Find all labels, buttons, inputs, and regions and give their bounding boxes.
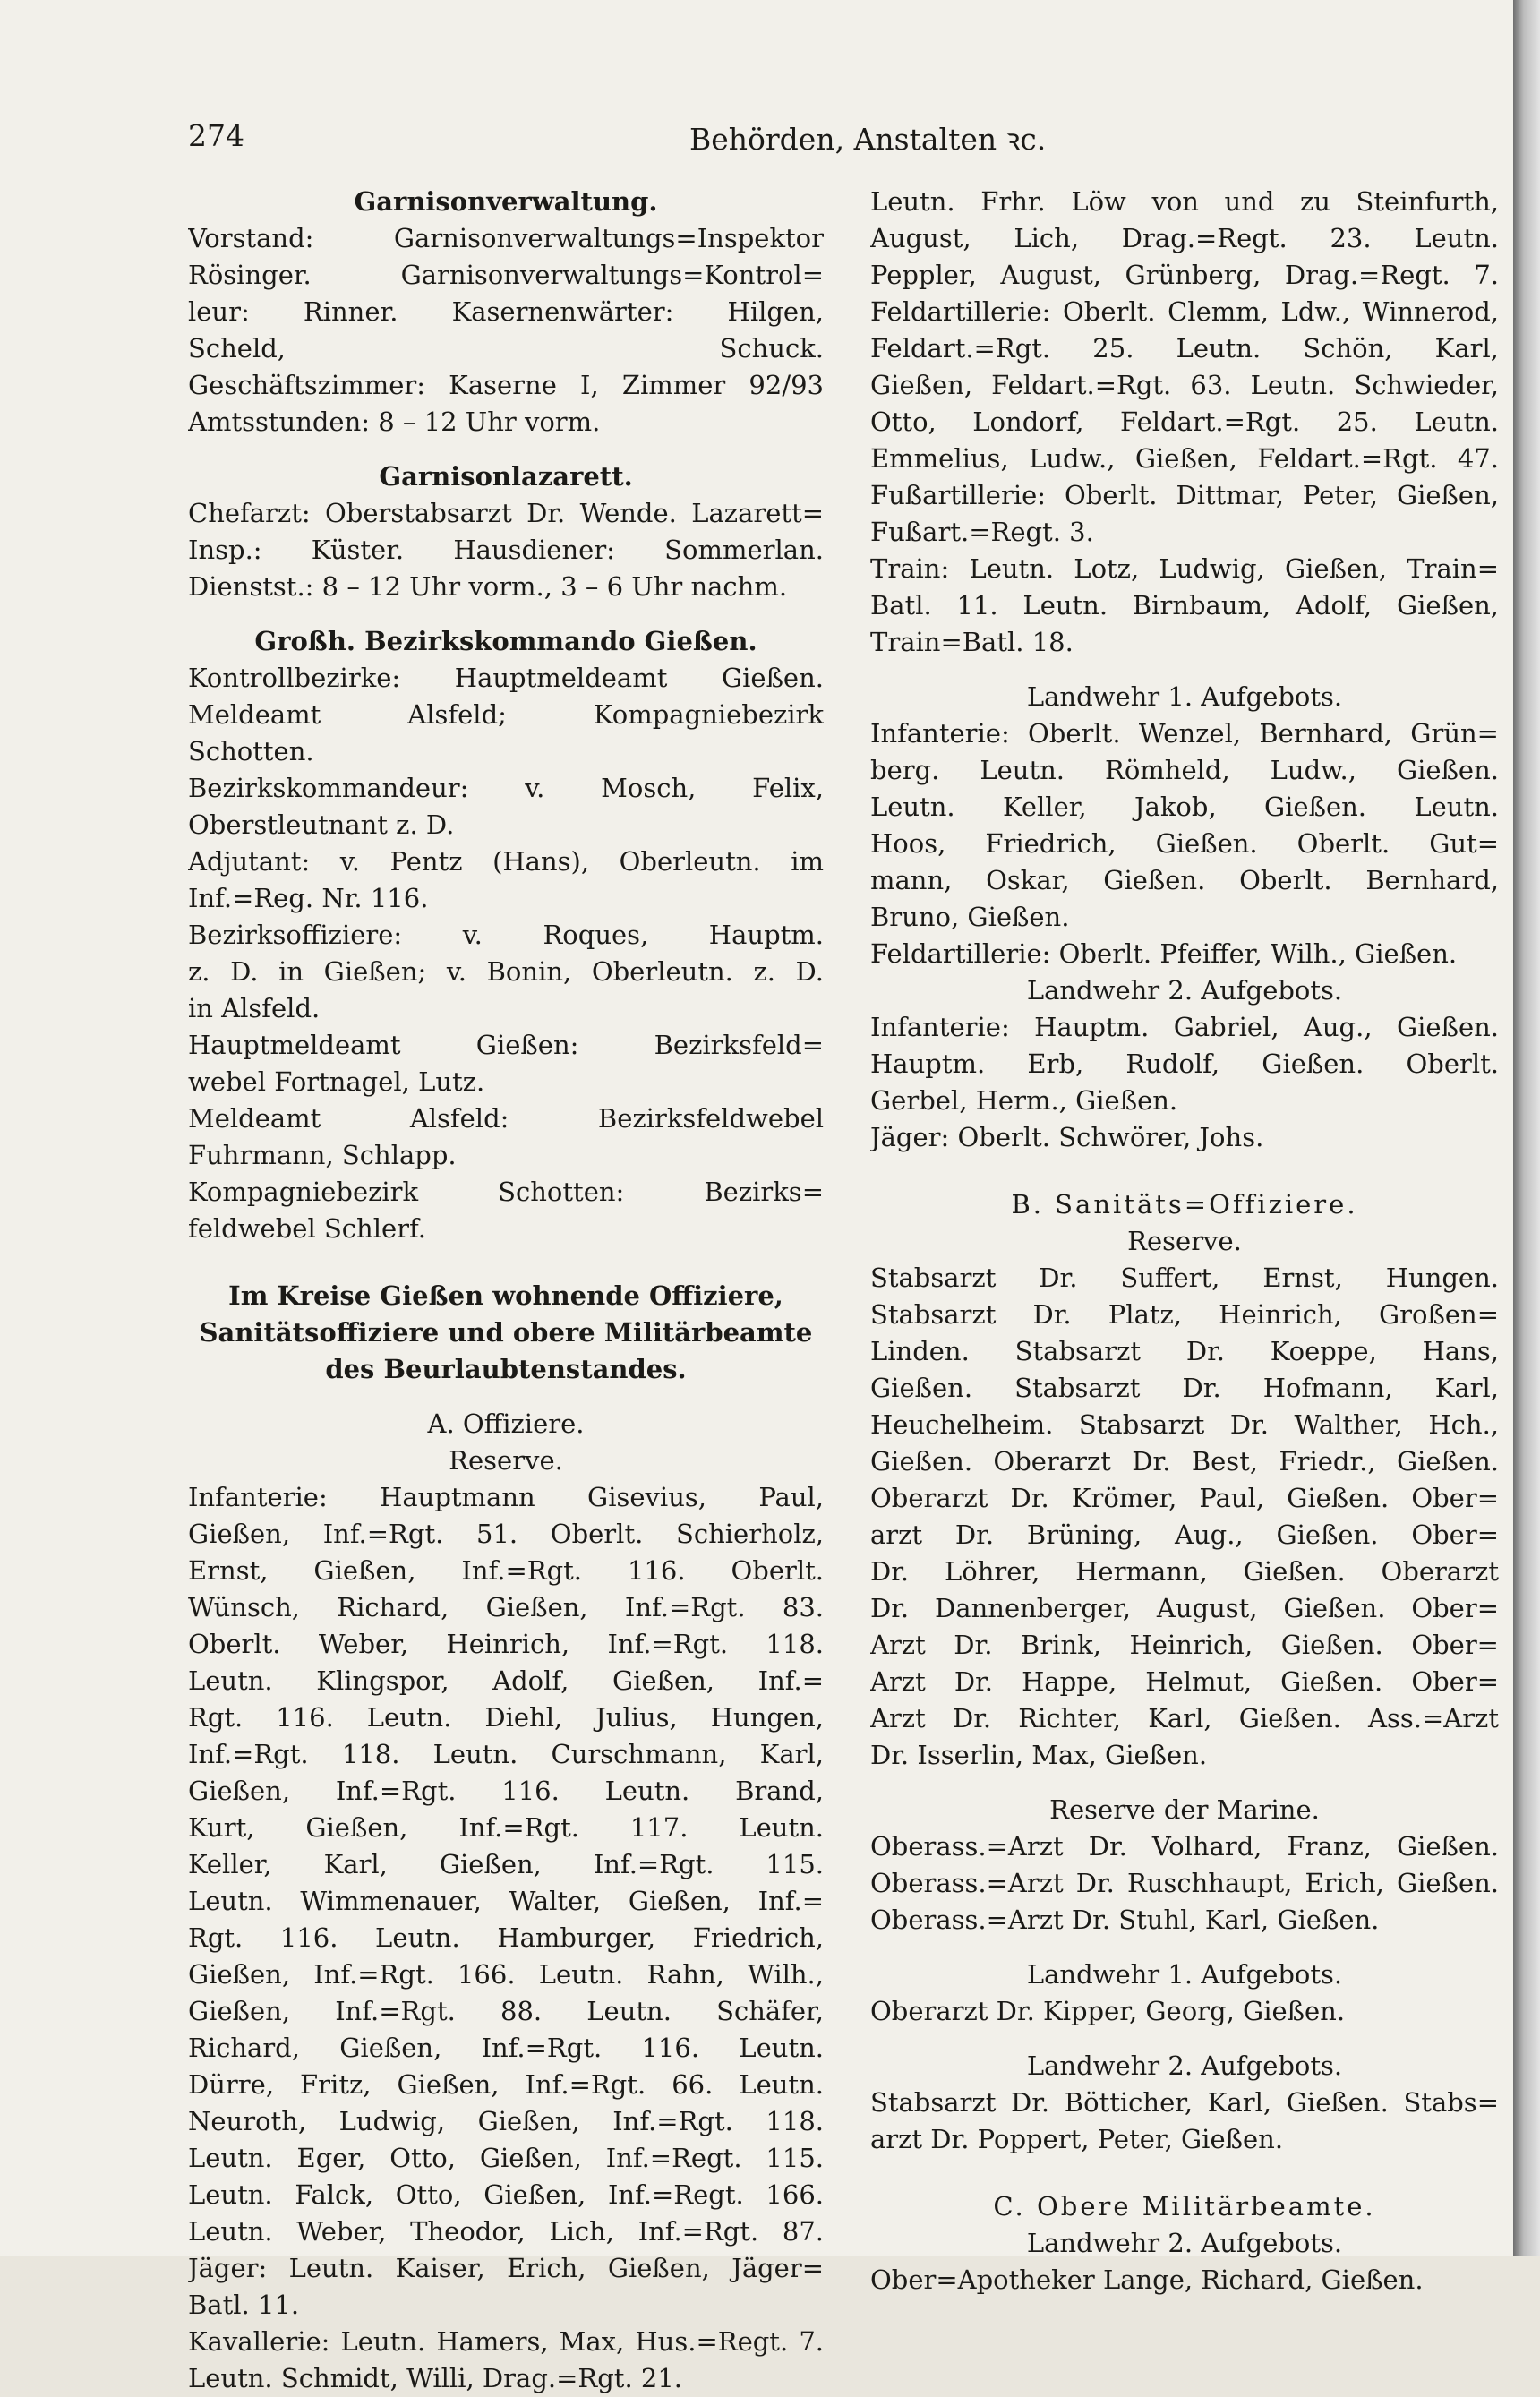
text-line: Ernst, Gießen, Inf.=Rgt. 116. Oberlt. <box>188 1555 824 1586</box>
text-line: Infanterie: Oberlt. Wenzel, Bernhard, Grün= <box>870 718 1499 749</box>
running-title: Behörden, Anstalten ꝛc. <box>689 122 1047 157</box>
text-line: Richard, Gießen, Inf.=Rgt. 116. Leutn. <box>188 2033 824 2063</box>
heading-sanitaets-landwehr-2: Landwehr 2. Aufgebots. <box>1026 2050 1343 2081</box>
heading-sanitaets-reserve: Reserve. <box>1127 1226 1242 1256</box>
text-line: berg. Leutn. Römheld, Ludw., Gießen. <box>870 755 1499 785</box>
text-line: Peppler, August, Grünberg, Drag.=Regt. 7. <box>870 260 1499 290</box>
text-line: Oberstleutnant z. D. <box>188 809 455 840</box>
text-line: Gießen, Inf.=Rgt. 88. Leutn. Schäfer, <box>188 1996 824 2026</box>
text-line: Linden. Stabsarzt Dr. Koeppe, Hans, <box>870 1336 1499 1366</box>
text-line: Infanterie: Hauptm. Gabriel, Aug., Gießen. <box>870 1012 1499 1042</box>
section-garnisonverwaltung <box>188 220 824 441</box>
text-line: Oberarzt Dr. Krömer, Paul, Gießen. Ober= <box>870 1483 1499 1513</box>
text-line: Rgt. 116. Leutn. Diehl, Julius, Hungen, <box>188 1702 824 1733</box>
text-line: Jäger: Leutn. Kaiser, Erich, Gießen, Jäger= <box>188 2253 824 2283</box>
text-line: Stabsarzt Dr. Platz, Heinrich, Großen= <box>870 1299 1499 1330</box>
text-line: Leutn. Keller, Jakob, Gießen. Leutn. <box>870 792 1499 822</box>
text-line: in Alsfeld. <box>188 993 321 1023</box>
text-line: Train=Batl. 18. <box>870 627 1074 657</box>
section-sanitaets-landwehr-1 <box>870 1993 1499 2030</box>
section-title-garnisonlazarett: Garnisonlazarett. <box>379 461 633 492</box>
heading-landwehr-1: Landwehr 1. Aufgebots. <box>1026 681 1343 712</box>
section-landwehr-1 <box>870 715 1499 972</box>
text-line: Kavallerie: Leutn. Hamers, Max, Hus.=Regt. 7. <box>188 2326 824 2357</box>
text-line: Feldartillerie: Oberlt. Clemm, Ldw., Winnerod, <box>870 296 1499 327</box>
text-line: Gerbel, Herm., Gießen. <box>870 1085 1178 1116</box>
section-title-offiziere-line-1: Im Kreise Gießen wohnende Offiziere, <box>228 1280 783 1311</box>
text-line: Bruno, Gießen. <box>870 902 1070 932</box>
text-line: Inf.=Rgt. 118. Leutn. Curschmann, Karl, <box>188 1739 824 1769</box>
text-line: Meldeamt Alsfeld: Bezirksfeldwebel <box>188 1103 824 1134</box>
text-line: Neuroth, Ludwig, Gießen, Inf.=Rgt. 118. <box>188 2106 824 2136</box>
text-line: Leutn. Frhr. Löw von und zu Steinfurth, <box>870 186 1499 217</box>
text-line: Wünsch, Richard, Gießen, Inf.=Rgt. 83. <box>188 1592 824 1622</box>
text-line: Batl. 11. Leutn. Birnbaum, Adolf, Gießen, <box>870 590 1499 621</box>
page-header <box>188 118 1477 172</box>
right-column <box>870 184 1499 2299</box>
text-line: Hoos, Friedrich, Gießen. Oberlt. Gut= <box>870 828 1499 859</box>
text-line: Arzt Dr. Richter, Karl, Gießen. Ass.=Arzt <box>870 1703 1499 1734</box>
text-line: Gießen, Feldart.=Rgt. 63. Leutn. Schwieder, <box>870 370 1499 400</box>
text-line: Dürre, Fritz, Gießen, Inf.=Rgt. 66. Leutn. <box>188 2069 824 2100</box>
text-line: Fuhrmann, Schlapp. <box>188 1140 457 1170</box>
text-line: leur: Rinner. Kasernenwärter: Hilgen, <box>188 296 824 327</box>
text-line: arzt Dr. Brüning, Aug., Gießen. Ober= <box>870 1520 1499 1550</box>
text-line: Scheld, Schuck. <box>188 333 824 364</box>
text-line: Hauptmeldeamt Gießen: Bezirksfeld= <box>188 1030 824 1060</box>
section-sanitaets-landwehr-2 <box>870 2085 1499 2158</box>
text-line: Bezirksoffiziere: v. Roques, Hauptm. <box>188 920 824 950</box>
section-title-garnisonverwaltung: Garnisonverwaltung. <box>354 186 658 217</box>
text-line: Chefarzt: Oberstabsarzt Dr. Wende. Lazarett= <box>188 498 824 528</box>
heading-sanitaets-offiziere: B. Sanitäts=Offiziere. <box>1011 1189 1358 1220</box>
text-line: Dienstst.: 8 – 12 Uhr vorm., 3 – 6 Uhr nachm. <box>188 571 788 602</box>
text-line: Arzt Dr. Brink, Heinrich, Gießen. Ober= <box>870 1630 1499 1660</box>
text-line: Inf.=Reg. Nr. 116. <box>188 883 429 913</box>
text-line: Dr. Löhrer, Hermann, Gießen. Oberarzt <box>870 1556 1499 1587</box>
text-line: Dr. Isserlin, Max, Gießen. <box>870 1740 1208 1770</box>
text-line: webel Fortnagel, Lutz. <box>188 1066 485 1097</box>
text-line: Gießen, Inf.=Rgt. 51. Oberlt. Schierholz, <box>188 1519 824 1549</box>
text-line: Ober=Apotheker Lange, Richard, Gießen. <box>870 2264 1424 2295</box>
page-number: 274 <box>188 118 244 153</box>
text-line: Stabsarzt Dr. Bötticher, Karl, Gießen. Stabs= <box>870 2087 1499 2118</box>
text-line: Oberass.=Arzt Dr. Ruschhaupt, Erich, Gießen. <box>870 1868 1499 1898</box>
text-line: Infanterie: Hauptmann Gisevius, Paul, <box>188 1482 824 1512</box>
text-line: Schotten. <box>188 736 314 766</box>
text-line: Arzt Dr. Happe, Helmut, Gießen. Ober= <box>870 1666 1499 1697</box>
subheading-a-offiziere: A. Offiziere. <box>427 1408 585 1439</box>
text-line: Gießen. Stabsarzt Dr. Hofmann, Karl, <box>870 1373 1499 1403</box>
text-line: Gießen. Oberarzt Dr. Best, Friedr., Gießen. <box>870 1446 1499 1477</box>
text-line: Kurt, Gießen, Inf.=Rgt. 117. Leutn. <box>188 1812 824 1843</box>
subheading-reserve: Reserve. <box>449 1445 563 1476</box>
section-landwehr-2 <box>870 1009 1499 1156</box>
text-line: August, Lich, Drag.=Regt. 23. Leutn. <box>870 223 1499 253</box>
text-line: Adjutant: v. Pentz (Hans), Oberleutn. im <box>188 846 824 877</box>
text-line: mann, Oskar, Gießen. Oberlt. Bernhard, <box>870 865 1499 895</box>
section-bezirkskommando <box>188 660 824 1247</box>
text-line: Oberass.=Arzt Dr. Volhard, Franz, Gießen. <box>870 1831 1499 1862</box>
section-offiziere-reserve <box>188 1479 824 2397</box>
text-line: Leutn. Klingspor, Adolf, Gießen, Inf.= <box>188 1665 824 1696</box>
book-gutter-edge <box>1513 0 1540 2256</box>
text-line: feldwebel Schlerf. <box>188 1213 426 1244</box>
text-line: Stabsarzt Dr. Suffert, Ernst, Hungen. <box>870 1263 1499 1293</box>
heading-beamte-landwehr-2: Landwehr 2. Aufgebots. <box>1026 2228 1343 2258</box>
text-line: Meldeamt Alsfeld; Kompagniebezirk <box>188 699 824 730</box>
text-line: Train: Leutn. Lotz, Ludwig, Gießen, Train= <box>870 553 1499 584</box>
text-line: Kompagniebezirk Schotten: Bezirks= <box>188 1177 824 1207</box>
text-line: Dr. Dannenberger, August, Gießen. Ober= <box>870 1593 1499 1623</box>
left-column <box>188 184 824 2397</box>
text-line: Oberarzt Dr. Kipper, Georg, Gießen. <box>870 1996 1346 2026</box>
text-line: Keller, Karl, Gießen, Inf.=Rgt. 115. <box>188 1849 824 1879</box>
text-line: Geschäftszimmer: Kaserne I, Zimmer 92/93 <box>188 370 824 400</box>
section-reserve-marine <box>870 1828 1499 1939</box>
text-line: Fußartillerie: Oberlt. Dittmar, Peter, Gießen, <box>870 480 1499 510</box>
text-line: Leutn. Schmidt, Willi, Drag.=Rgt. 21. <box>188 2363 683 2393</box>
text-line: Leutn. Weber, Theodor, Lich, Inf.=Rgt. 87. <box>188 2216 824 2247</box>
section-title-offiziere-line-2: Sanitätsoffiziere und obere Militärbeamte <box>199 1317 813 1348</box>
heading-reserve-marine: Reserve der Marine. <box>1049 1794 1320 1825</box>
heading-sanitaets-landwehr-1: Landwehr 1. Aufgebots. <box>1026 1959 1343 1990</box>
text-line: Rösinger. Garnisonverwaltungs=Kontrol= <box>188 260 824 290</box>
section-sanitaets-reserve <box>870 1260 1499 1774</box>
text-line: Leutn. Eger, Otto, Gießen, Inf.=Regt. 115. <box>188 2143 824 2173</box>
heading-obere-militaerbeamte: C. Obere Militärbeamte. <box>993 2191 1376 2222</box>
text-line: Bezirkskommandeur: v. Mosch, Felix, <box>188 773 824 803</box>
section-kavallerie-continued <box>870 184 1499 661</box>
text-line: Oberlt. Weber, Heinrich, Inf.=Rgt. 118. <box>188 1629 824 1659</box>
text-line: Leutn. Falck, Otto, Gießen, Inf.=Regt. 166. <box>188 2179 824 2210</box>
text-line: Hauptm. Erb, Rudolf, Gießen. Oberlt. <box>870 1049 1499 1079</box>
text-line: z. D. in Gießen; v. Bonin, Oberleutn. z. D. <box>188 956 824 987</box>
section-garnisonlazarett <box>188 495 824 605</box>
text-line: Otto, Londorf, Feldart.=Rgt. 25. Leutn. <box>870 407 1499 437</box>
text-line: Gießen, Inf.=Rgt. 116. Leutn. Brand, <box>188 1776 824 1806</box>
text-line: Leutn. Wimmenauer, Walter, Gießen, Inf.= <box>188 1886 824 1916</box>
text-line: Vorstand: Garnisonverwaltungs=Inspektor <box>188 223 824 253</box>
text-line: Jäger: Oberlt. Schwörer, Johs. <box>870 1122 1264 1152</box>
text-line: Oberass.=Arzt Dr. Stuhl, Karl, Gießen. <box>870 1905 1380 1935</box>
text-line: Rgt. 116. Leutn. Hamburger, Friedrich, <box>188 1922 824 1953</box>
text-line: Feldart.=Rgt. 25. Leutn. Schön, Karl, <box>870 333 1499 364</box>
text-line: Heuchelheim. Stabsarzt Dr. Walther, Hch., <box>870 1409 1499 1440</box>
text-line: Feldartillerie: Oberlt. Pfeiffer, Wilh., Gießen. <box>870 938 1458 969</box>
section-title-bezirkskommando: Großh. Bezirkskommando Gießen. <box>254 626 757 656</box>
text-line: Batl. 11. <box>188 2290 300 2320</box>
section-obere-militaerbeamte <box>870 2262 1499 2299</box>
text-line: Gießen, Inf.=Rgt. 166. Leutn. Rahn, Wilh., <box>188 1959 824 1990</box>
text-line: Insp.: Küster. Hausdiener: Sommerlan. <box>188 535 824 565</box>
section-title-offiziere-line-3: des Beurlaubtenstandes. <box>325 1354 687 1384</box>
text-line: Amtsstunden: 8 – 12 Uhr vorm. <box>188 407 601 437</box>
text-line: Emmelius, Ludw., Gießen, Feldart.=Rgt. 47. <box>870 443 1499 474</box>
text-line: arzt Dr. Poppert, Peter, Gießen. <box>870 2124 1284 2154</box>
heading-landwehr-2: Landwehr 2. Aufgebots. <box>1026 975 1343 1006</box>
text-line: Fußart.=Regt. 3. <box>870 517 1094 547</box>
text-line: Kontrollbezirke: Hauptmeldeamt Gießen. <box>188 663 824 693</box>
